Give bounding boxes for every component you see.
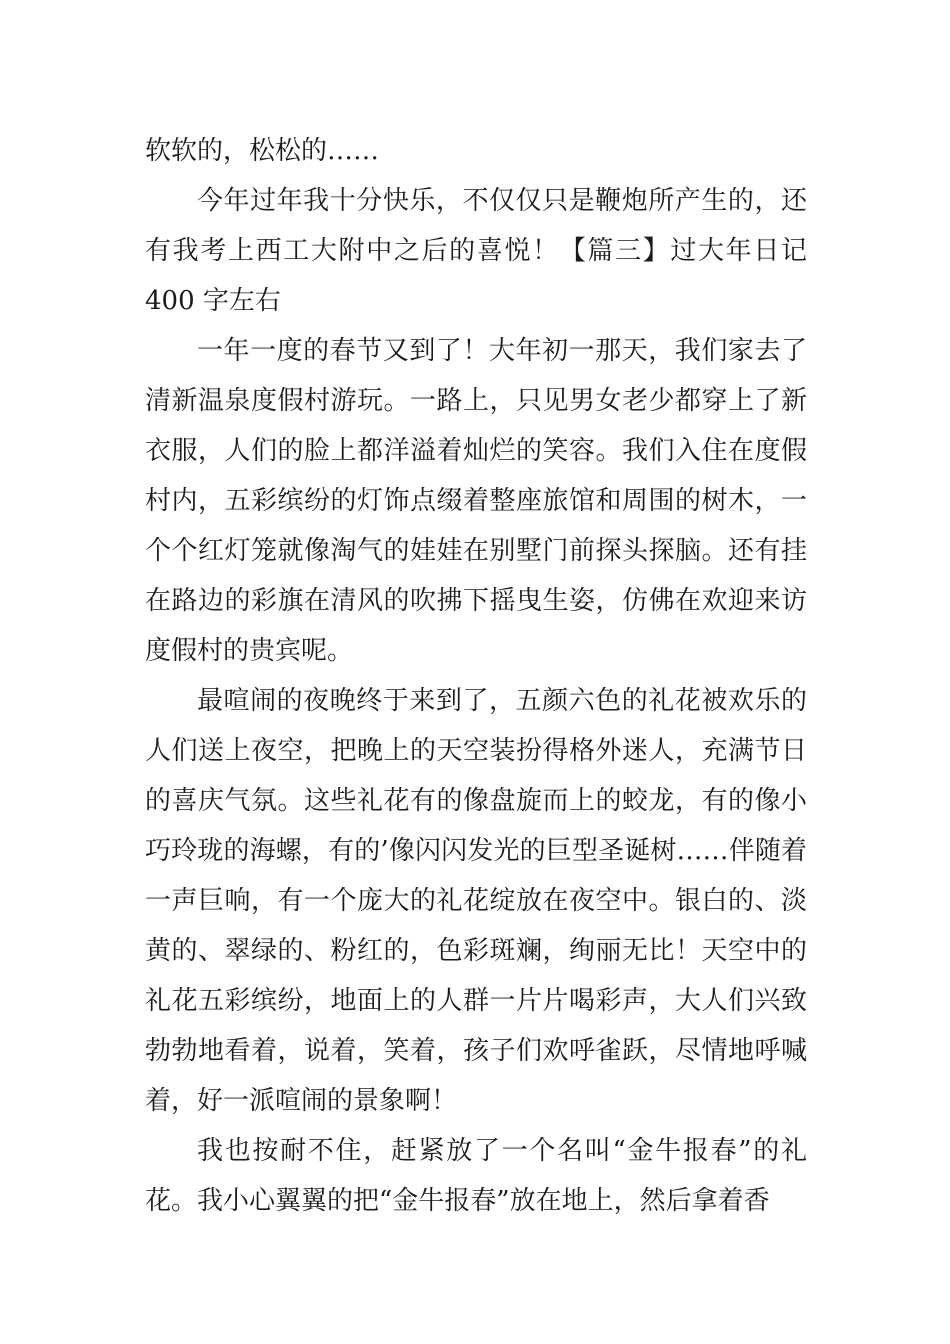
paragraph: 我也按耐不住，赶紧放了一个名叫“金牛报春”的礼花。我小心翼翼的把“金牛报春”放在地上，然后拿着香 (145, 1136, 807, 1216)
paragraph: 最喧闹的夜晚终于来到了，五颜六色的礼花被欢乐的人们送上夜空，把晚上的天空装扮得格外迷人，充满节日的喜庆气氛。这些礼花有的像盘旋而上的蛟龙，有的像小巧玲珑的海螺，有的’像闪闪发光的巨型圣诞树……伴随着一声巨响，有一个庞大的礼花绽放在夜空中。银白的、淡黄的、翠绿的、粉红的，色彩斑斓，绚丽无比！天空中的礼花五彩缤纷，地面上的人群一片片喝彩声，大人们兴致勃勃地看着，说着，笑着，孩子们欢呼雀跃，尽情地呼喊着，好一派喧闹的景象啊！ (145, 686, 807, 1116)
paragraph-continuation: 软软的，松松的…… (145, 136, 380, 166)
paragraph: 一年一度的春节又到了！大年初一那天，我们家去了清新温泉度假村游玩。一路上，只见男女老少都穿上了新衣服，人们的脸上都洋溢着灿烂的笑容。我们入住在度假村内，五彩缤纷的灯饰点缀着整座旅馆和周围的树木，一个个红灯笼就像淘气的娃娃在别墅门前探头探脑。还有挂在路边的彩旗在清风的吹拂下摇曳生姿，仿佛在欢迎来访度假村的贵宾呢。 (145, 336, 807, 666)
paragraph: 今年过年我十分快乐，不仅仅只是鞭炮所产生的，还有我考上西工大附中之后的喜悦！【篇三】过大年日记 400 字左右 (145, 186, 807, 316)
document-body (145, 126, 807, 1226)
